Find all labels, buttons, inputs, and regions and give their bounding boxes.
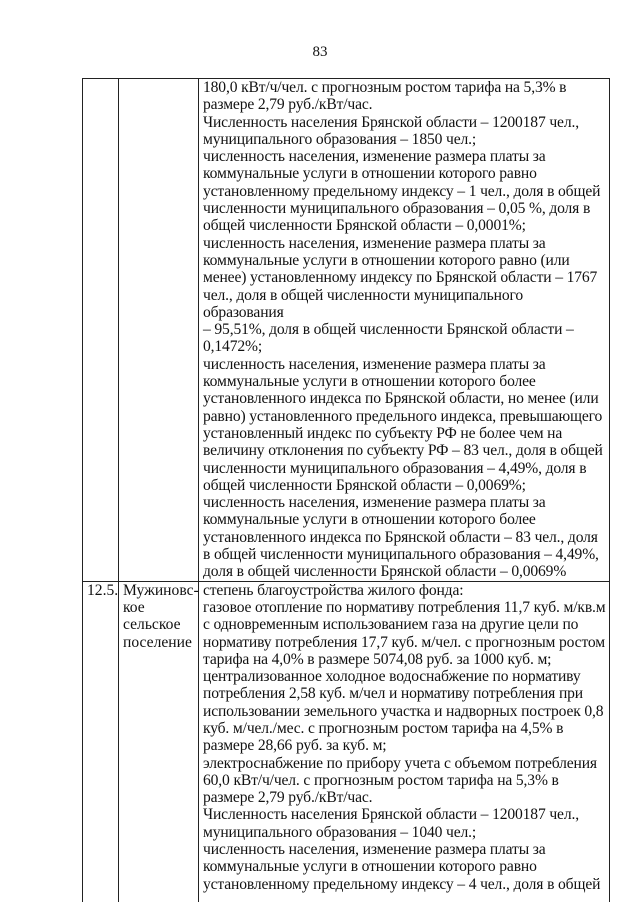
row-text-cell <box>199 79 610 582</box>
document-table <box>82 78 610 902</box>
row-number-cell <box>83 581 119 902</box>
row-text-cell <box>199 581 610 902</box>
row-description: степень благоустройства жилого фонда: газовое отопление по нормативу потребления 11,7 куб. м/кв.м с одновременным использованием газа на другие цели по нормативу потребления 17,7 куб. м/чел. с прогнозным ростом тарифа на 4,0% в размере 5074,08 руб. за 1000 куб. м; централизованное холодное водоснабжение по нормативу потребления 2,58 куб. м/чел и нормативу потребления при использовании земельного участка и надворных построек 0,8 куб. м/чел./мес. с прогнозным ростом тарифа на 4,5% в размере 28,66 руб. за куб. м; электроснабжение по прибору учета с объемом потребления 60,0 кВт/ч/чел. с прогнозным ростом тарифа на 5,3% в размере 2,79 руб./кВт/час. Численность населения Брянской области – 1200187 чел., муниципального образования – 1040 чел.; численность населения, изменение размера платы за коммунальные услуги в отношении которого равно установленному предельному индексу – 4 чел., доля в общей <box>203 581 606 893</box>
row-number-cell <box>83 79 119 582</box>
table-row <box>83 581 610 902</box>
row-name-cell <box>119 581 199 902</box>
page-number: 83 <box>312 44 328 60</box>
row-name-cell <box>119 79 199 582</box>
row-description: 180,0 кВт/ч/чел. с прогнозным ростом тарифа на 5,3% в размере 2,79 руб./кВт/час. Численность населения Брянской области – 1200187 чел., муниципального образования – 1850 чел.; численность населения, изменение размера платы за коммунальные услуги в отношении которого равно установленному предельному индексу – 1 чел., доля в общей численности муниципального образования – 0,05 %, доля в общей численности Брянской области – 0,0001%; численность населения, изменение размера платы за коммунальные услуги в отношении которого равно (или менее) установленному индексу по Брянской области – 1767 чел., доля в общей численности муниципального образования – 95,51%, доля в общей численности Брянской области – 0,1472%; численность населения, изменение размера платы за коммунальные услуги в отношении которого более установленного индекса по Брянской области, но менее (или равно) установленного предельного индекса, превышающего установленный индекс по субъекту РФ не более чем на величину отклонения по субъекту РФ – 83 чел., доля в общей численности муниципального образования – 4,49%, доля в общей численности Брянской области – 0,0069%; численность населения, изменение размера платы за коммунальные услуги в отношении которого более установленного индекса по Брянской области – 83 чел., доля в общей численности муниципального образования – 4,49%, доля в общей численности Брянской области – 0,0069% <box>203 79 603 581</box>
table-row <box>83 79 610 582</box>
settlement-name: Мужиновс- кое сельское поселение <box>123 581 199 651</box>
row-number: 12.5. <box>87 581 119 599</box>
